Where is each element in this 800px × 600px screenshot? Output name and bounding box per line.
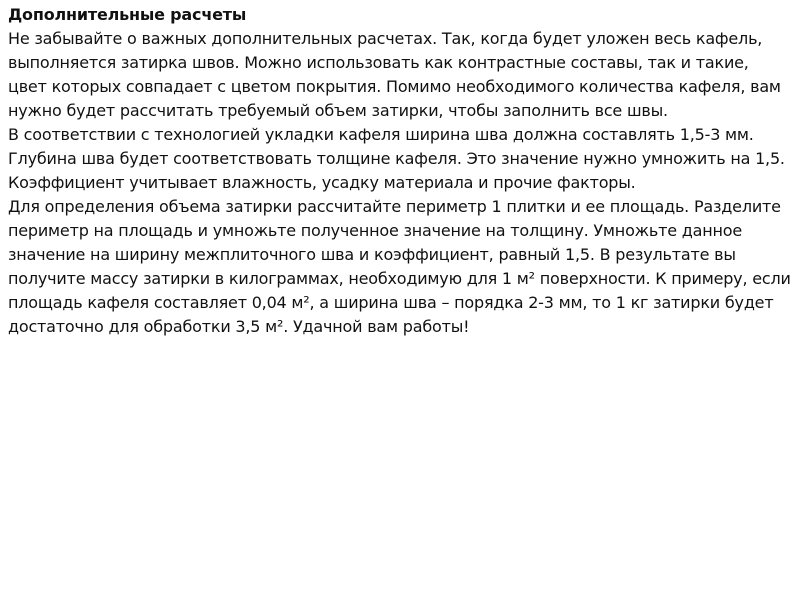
paragraph-joint-width: В соответствии с технологией укладки кафеля ширина шва должна составлять 1,5-3 мм. Глубина шва будет соответствовать толщине кафеля. Это значение нужно умножить на 1,5. Коэффициент учитывает влажность, усадку материала и прочие факторы. bbox=[8, 125, 785, 192]
paragraph-grout-calculation: Для определения объема затирки рассчитайте периметр 1 плитки и ее площадь. Разделите периметр на площадь и умножьте полученное значение на толщину. Умножьте данное значение на ширину межплиточного шва и коэффициент, равный 1,5. В результате вы получите массу затирки в килограммах, необходимую для 1 м² поверхности. К примеру, если площадь кафеля составляет 0,04 м², а ширина шва – порядка 2-3 мм, то 1 кг затирки будет достаточно для обработки 3,5 м². Удачной вам работы! bbox=[8, 197, 791, 336]
text-block bbox=[8, 3, 792, 339]
heading: Дополнительные расчеты bbox=[8, 5, 247, 24]
paragraph-grout-intro: Не забывайте о важных дополнительных расчетах. Так, когда будет уложен весь кафель, выполняется затирка швов. Можно использовать как контрастные составы, так и такие, цвет которых совпадает с цветом покрытия. Помимо необходимого количества кафеля, вам нужно будет рассчитать требуемый объем затирки, чтобы заполнить все швы. bbox=[8, 29, 781, 120]
